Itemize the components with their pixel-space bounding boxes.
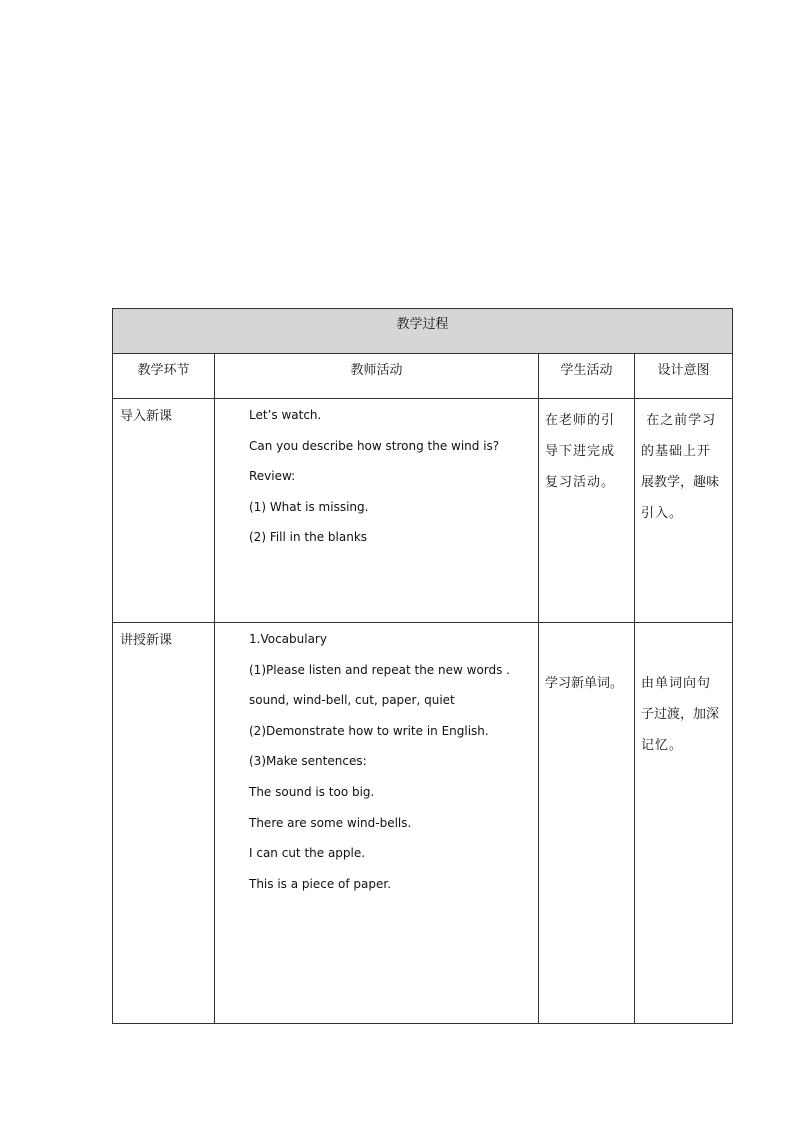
- teacher-line: sound, wind-bell, cut, paper, quiet: [249, 693, 455, 708]
- table-title-row: [113, 309, 733, 354]
- stage-cell: [113, 623, 215, 1024]
- design-intent-cell: [635, 623, 733, 1024]
- design-line: 引入。: [641, 506, 684, 521]
- student-line: 导下进完成: [545, 444, 616, 459]
- teaching-process-table: [112, 308, 733, 1024]
- student-line: 复习活动。: [545, 475, 616, 490]
- teacher-line: I can cut the apple.: [249, 846, 366, 861]
- teacher-activity-cell: [215, 399, 539, 623]
- teacher-line: (1)Please listen and repeat the new words .: [249, 662, 510, 677]
- design-line: 展教学，趣味: [641, 475, 720, 490]
- design-line: [641, 637, 728, 668]
- teacher-line: (3)Make sentences:: [249, 754, 367, 769]
- teacher-line: (1) What is missing.: [249, 499, 369, 514]
- student-line: 学习新单词。: [545, 676, 624, 691]
- design-line: 由单词向句: [641, 676, 712, 691]
- table-row: [113, 399, 733, 623]
- design-intent-cell: [635, 399, 733, 623]
- header-stage: 教学环节: [113, 354, 215, 399]
- student-activity-cell: [539, 623, 635, 1024]
- student-line: [545, 637, 630, 668]
- table-row: [113, 623, 733, 1024]
- teacher-line: 1.Vocabulary: [249, 632, 327, 646]
- student-activity-cell: [539, 399, 635, 623]
- design-line: 记忆。: [641, 738, 684, 753]
- design-line: 子过渡，加深: [641, 707, 720, 722]
- teacher-activity-cell: [215, 623, 539, 1024]
- header-teacher: 教师活动: [215, 354, 539, 399]
- design-line: 的基础上开: [641, 444, 712, 459]
- teacher-line: (2)Demonstrate how to write in English.: [249, 723, 489, 738]
- teacher-line: The sound is too big.: [249, 784, 375, 799]
- design-line: 在之前学习: [641, 413, 717, 428]
- teacher-line: This is a piece of paper.: [249, 876, 392, 891]
- table-title: 教学过程: [396, 317, 449, 332]
- teacher-line: Review:: [249, 469, 296, 484]
- teacher-line: Can you describe how strong the wind is?: [249, 438, 500, 453]
- header-design: 设计意图: [635, 354, 733, 399]
- teacher-line: There are some wind-bells.: [249, 815, 412, 830]
- stage-cell: [113, 399, 215, 623]
- stage-label: 讲授新课: [120, 633, 173, 648]
- teacher-line: Let’s watch.: [249, 408, 322, 422]
- header-student: 学生活动: [539, 354, 635, 399]
- student-line: 在老师的引: [545, 413, 616, 428]
- table-title-cell: [113, 309, 733, 354]
- table-header-row: [113, 354, 733, 399]
- stage-label: 导入新课: [120, 409, 173, 424]
- teacher-line: (2) Fill in the blanks: [249, 530, 368, 545]
